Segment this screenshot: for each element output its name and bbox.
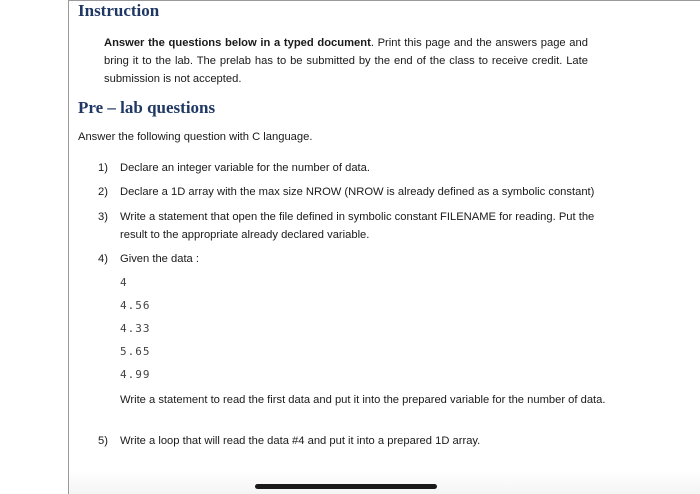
question-text: Declare a 1D array with the max size NROW (NROW is already defined as a symbolic constant) — [120, 186, 595, 198]
question-number: 4) — [98, 253, 108, 265]
instruction-heading: Instruction — [78, 1, 160, 20]
data-value: 4.99 — [120, 368, 151, 381]
prelab-intro: Answer the following question with C language. — [78, 131, 313, 143]
data-value: 4.33 — [120, 322, 151, 335]
question-number: 1) — [98, 162, 108, 174]
data-value: 4.56 — [120, 299, 151, 312]
question-text: Given the data : — [120, 253, 199, 265]
home-indicator-bar[interactable] — [255, 484, 437, 489]
question-number: 2) — [98, 186, 108, 198]
question-4-follow-up: Write a statement to read the first data and put it into the prepared variable for the number of data. — [120, 394, 606, 406]
data-value: 4 — [120, 276, 128, 289]
question-number: 3) — [98, 211, 108, 223]
question-text: Write a statement that open the file defined in symbolic constant FILENAME for reading. Put the result to the appropriate already declared variable. — [120, 211, 595, 241]
page-bottom-shadow — [69, 470, 700, 494]
question-text: Write a loop that will read the data #4 and put it into a prepared 1D array. — [120, 435, 481, 447]
data-value: 5.65 — [120, 345, 151, 358]
question-text: Declare an integer variable for the number of data. — [120, 162, 370, 174]
instruction-bold-lead: Answer the questions below in a typed document — [104, 37, 371, 49]
instruction-paragraph — [104, 34, 588, 88]
instruction-rest: . Print this page and the answers page and bring it to the lab. The prelab has to be submitted by the end of the class to receive credit. Late submission is not accepted. — [104, 37, 588, 85]
prelab-heading: Pre – lab questions — [78, 98, 216, 117]
question-number: 5) — [98, 435, 108, 447]
